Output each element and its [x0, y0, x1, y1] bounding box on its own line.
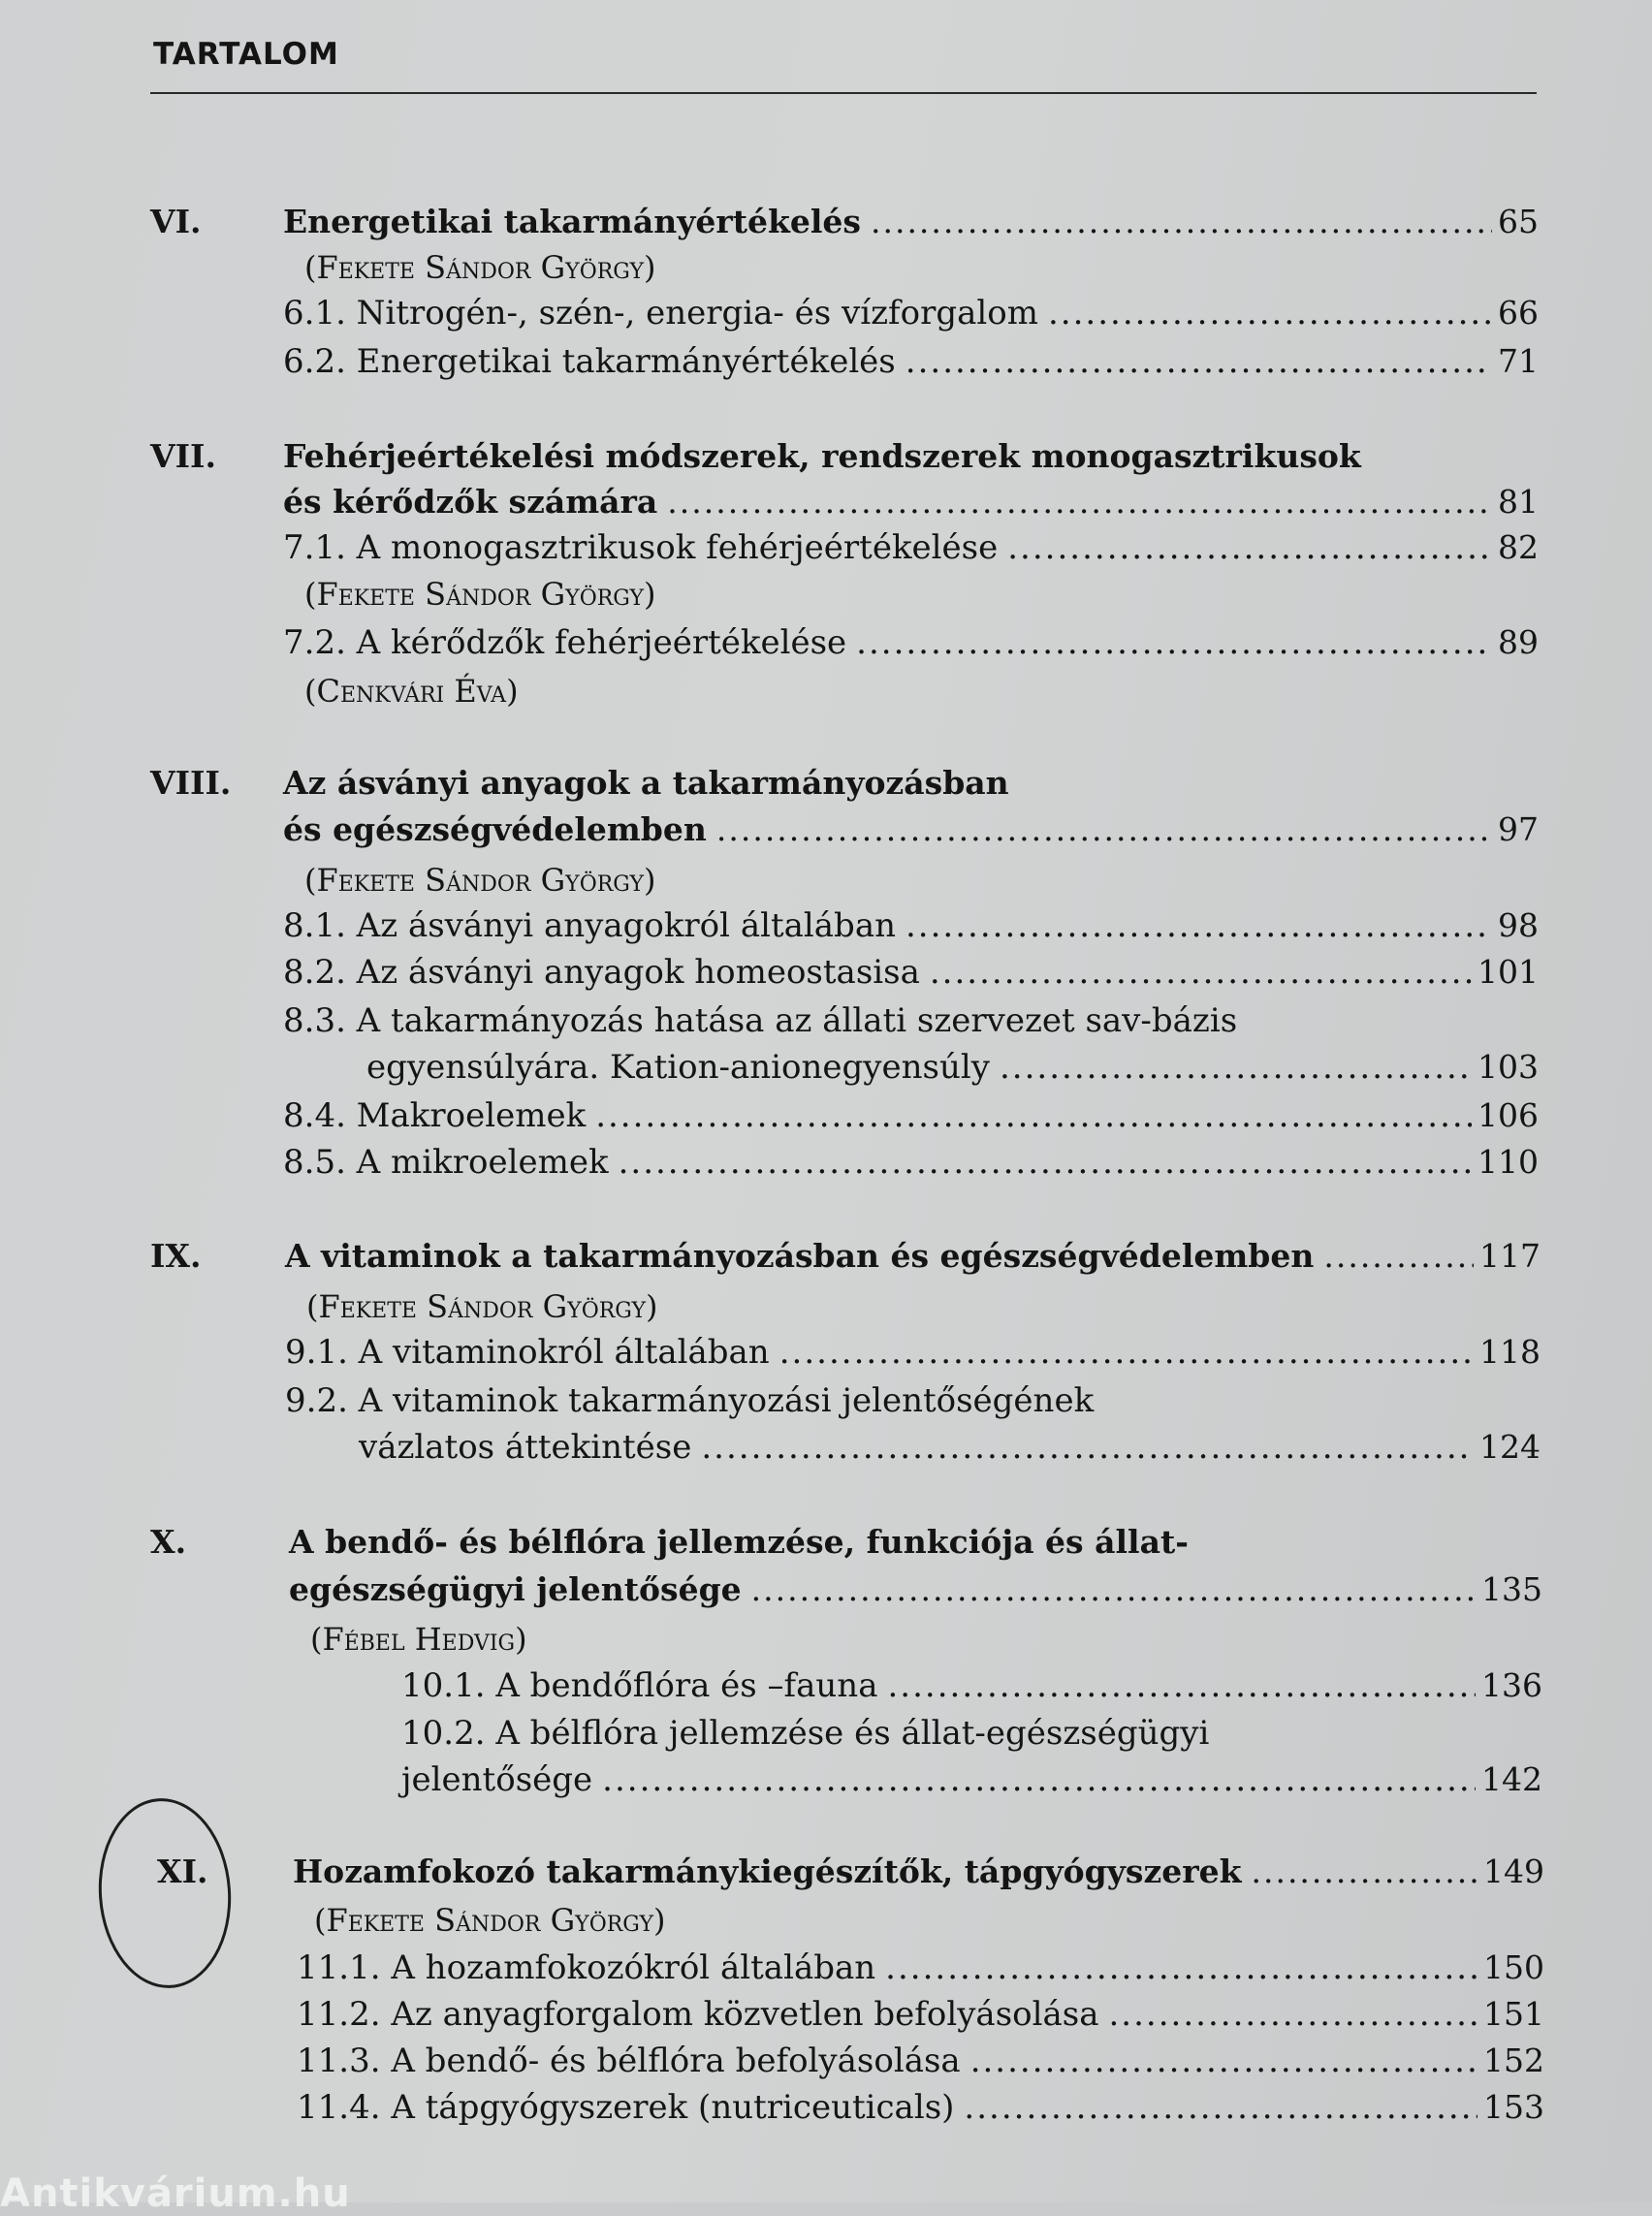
- page-number: 81: [1498, 483, 1539, 521]
- chapter-number: VIII.: [150, 764, 232, 802]
- dot-leader: [751, 1567, 1476, 1612]
- toc-entry-line: [285, 1378, 1094, 1423]
- chapter-author: (Fébel Hedvig): [310, 1621, 527, 1658]
- page-number: 89: [1498, 623, 1539, 661]
- chapter-title: [289, 1567, 1542, 1612]
- dot-leader: [1007, 525, 1492, 570]
- toc-entry: [283, 950, 1539, 995]
- entry-text: Hozamfokozó takarmánykiegészítők, tápgyógyszerek: [293, 1852, 1242, 1890]
- dot-leader: [716, 807, 1492, 852]
- entry-text: 8.3. A takarmányozás hatása az állati szervezet sav-bázis: [283, 1001, 1238, 1040]
- dot-leader: [779, 1330, 1474, 1375]
- entry-text: Az ásványi anyagok a takarmányozásban: [283, 764, 1009, 802]
- toc-entry-line: [283, 998, 1237, 1043]
- entry-text: 10.2. A bélflóra jellemzése és állat-egészségügyi: [401, 1714, 1210, 1753]
- entry-author: (Cenkvári Éva): [304, 673, 519, 710]
- running-header: TARTALOM: [153, 37, 339, 72]
- page-number: 136: [1481, 1666, 1542, 1704]
- dot-leader: [701, 1425, 1474, 1470]
- page-number: 151: [1483, 1995, 1544, 2033]
- toc-entry: [283, 525, 1539, 570]
- toc-entry: [283, 1093, 1539, 1138]
- chapter-title-line: [283, 434, 1361, 479]
- chapter-number: X.: [150, 1523, 187, 1561]
- entry-text: vázlatos áttekintése: [359, 1428, 692, 1467]
- toc-entry: [283, 903, 1539, 948]
- chapter-title: [283, 480, 1539, 524]
- dot-leader: [871, 200, 1492, 244]
- entry-text: A vitaminok a takarmányozásban és egészségvédelemben: [285, 1237, 1315, 1275]
- entry-text: 11.3. A bendő- és bélflóra befolyásolása: [297, 2042, 961, 2080]
- entry-text: 6.1. Nitrogén-, szén-, energia- és vízforgalom: [283, 294, 1038, 332]
- entry-text: Fehérjeértékelési módszerek, rendszerek monogasztrikusok: [283, 437, 1361, 475]
- chapter-title-line: [283, 761, 1009, 806]
- page-number: 117: [1479, 1237, 1541, 1275]
- dot-leader: [667, 480, 1492, 524]
- chapter-title-line: [289, 1520, 1189, 1565]
- page-number: 103: [1477, 1048, 1539, 1086]
- entry-text: 9.1. A vitaminokról általában: [285, 1333, 770, 1372]
- page-number: 153: [1483, 2088, 1544, 2126]
- page-number: 65: [1498, 203, 1539, 240]
- page-number: 150: [1483, 1948, 1544, 1986]
- toc-entry: [283, 620, 1539, 665]
- entry-text: és kérődzők számára: [283, 483, 658, 521]
- page-number: 149: [1483, 1852, 1544, 1890]
- chapter-number: IX.: [150, 1237, 202, 1275]
- entry-text: 8.4. Makroelemek: [283, 1096, 587, 1135]
- toc-entry: [285, 1330, 1541, 1375]
- page-number: 101: [1477, 953, 1539, 991]
- toc-entry: [366, 1045, 1539, 1090]
- toc-entry: [283, 1140, 1539, 1185]
- toc-entry-line: [401, 1711, 1209, 1756]
- entry-text: 9.2. A vitaminok takarmányozási jelentőségének: [285, 1381, 1095, 1420]
- dot-leader: [1251, 1850, 1477, 1894]
- entry-text: 6.2. Energetikai takarmányértékelés: [283, 342, 896, 381]
- chapter-number: XI.: [157, 1852, 208, 1890]
- entry-text: egészségügyi jelentősége: [289, 1570, 742, 1608]
- page-number: 97: [1498, 810, 1539, 848]
- dot-leader: [964, 2085, 1477, 2130]
- toc-entry: [283, 291, 1539, 335]
- toc-entry: [297, 1992, 1544, 2037]
- dot-leader: [1323, 1234, 1474, 1279]
- toc-entry: [297, 2085, 1544, 2130]
- entry-text: 10.1. A bendőflóra és –fauna: [401, 1666, 878, 1705]
- chapter-author: (Fekete Sándor György): [314, 1902, 666, 1939]
- entry-text: 11.2. Az anyagforgalom közvetlen befolyásolása: [297, 1995, 1099, 2034]
- site-watermark: Antikvárium.hu: [0, 2171, 351, 2216]
- entry-text: 8.1. Az ásványi anyagokról általában: [283, 906, 896, 945]
- entry-author: (Fekete Sándor György): [304, 576, 656, 613]
- dot-leader: [1109, 1992, 1478, 2037]
- chapter-title: [283, 200, 1539, 244]
- entry-text: 11.1. A hozamfokozókról általában: [297, 1948, 876, 1987]
- entry-text: 8.5. A mikroelemek: [283, 1143, 609, 1182]
- chapter-number: VI.: [150, 203, 202, 240]
- dot-leader: [856, 620, 1492, 665]
- page-number: 71: [1498, 342, 1539, 380]
- toc-entry: [283, 339, 1539, 384]
- chapter-author: (Fekete Sándor György): [304, 249, 656, 286]
- entry-text: 7.1. A monogasztrikusok fehérjeértékelése: [283, 528, 999, 567]
- dot-leader: [905, 339, 1492, 384]
- page-number: 98: [1498, 906, 1539, 944]
- page-number: 152: [1483, 2042, 1544, 2079]
- header-rule: [150, 92, 1537, 94]
- entry-text: jelentősége: [401, 1760, 593, 1799]
- dot-leader: [1000, 1045, 1472, 1090]
- dot-leader: [1048, 291, 1492, 335]
- chapter-author: (Fekete Sándor György): [306, 1288, 658, 1325]
- entry-text: egyensúlyára. Kation-anionegyensúly: [366, 1048, 990, 1087]
- dot-leader: [619, 1140, 1472, 1185]
- toc-entry: [359, 1425, 1541, 1470]
- chapter-title: [293, 1850, 1544, 1894]
- dot-leader: [887, 1663, 1476, 1708]
- chapter-author: (Fekete Sándor György): [304, 862, 656, 899]
- entry-text: 7.2. A kérődzők fehérjeértékelése: [283, 623, 847, 662]
- chapter-title: [285, 1234, 1541, 1279]
- dot-leader: [905, 903, 1492, 948]
- page-number: 142: [1481, 1760, 1542, 1798]
- entry-text: 8.2. Az ásványi anyagok homeostasisa: [283, 953, 920, 992]
- dot-leader: [595, 1093, 1472, 1138]
- page-number: 82: [1498, 528, 1539, 566]
- toc-entry: [401, 1663, 1542, 1708]
- page-number: 135: [1481, 1570, 1542, 1608]
- dot-leader: [885, 1946, 1477, 1990]
- toc-entry: [297, 2039, 1544, 2083]
- page-number: 124: [1479, 1428, 1541, 1466]
- entry-text: és egészségvédelemben: [283, 810, 707, 848]
- dot-leader: [930, 950, 1472, 995]
- entry-text: A bendő- és bélflóra jellemzése, funkciója és állat-: [289, 1523, 1189, 1561]
- chapter-number: VII.: [150, 437, 216, 475]
- toc-entry: [297, 1946, 1544, 1990]
- dot-leader: [970, 2039, 1477, 2083]
- page-number: 106: [1477, 1096, 1539, 1134]
- page-number: 118: [1479, 1333, 1541, 1371]
- page-number: 110: [1477, 1143, 1539, 1181]
- toc-entry: [401, 1757, 1542, 1802]
- entry-text: Energetikai takarmányértékelés: [283, 203, 861, 240]
- entry-text: 11.4. A tápgyógyszerek (nutriceuticals): [297, 2088, 955, 2127]
- dot-leader: [602, 1757, 1476, 1802]
- page-number: 66: [1498, 294, 1539, 332]
- chapter-title: [283, 807, 1539, 852]
